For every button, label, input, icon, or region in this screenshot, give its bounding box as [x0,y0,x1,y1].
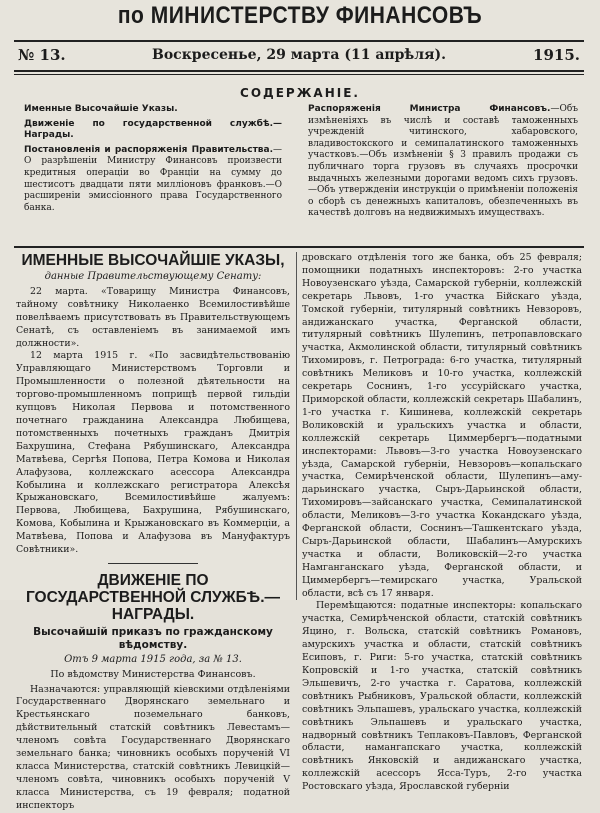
section-subheading: данные Правительствующему Сенату: [44,271,262,282]
contents-rule [14,246,584,248]
section-heading-service: ДВИЖЕНІЕ ПО ГОСУДАРСТВЕННОЙ СЛУЖБѢ.—НАГРАДЫ. [25,571,281,623]
section-heading-decrees: ИМЕННЫЕ ВЫСОЧАЙШІЕ УКАЗЫ, [21,252,285,269]
contents-entry-title: Движеніе по государственной службѣ.—Награды. [24,118,282,141]
contents-entry-text: — О разрѣшеніи Министру Финансовъ произвести кредитныя операціи во Франціи на сумму до шестисотъ двадцати пяти милліоновъ франковъ.—О расширеніи эмиссіонного права Государственного банка. [24,144,282,213]
issue-number: № 13. [18,46,66,64]
contents-title: СОДЕРЖАНІЕ. [240,86,360,100]
order-title: Высочайшій приказъ по гражданскому вѣдомству. [33,625,273,651]
issue-rule-upper [14,70,584,72]
contents-entry-title: Именные Высочайшіе Указы. [24,104,178,114]
decree-paragraph: 22 марта. «Товарищу Министра Финансовъ, тайному совѣтнику Николаенко Всемилостивѣйше повелѣваемъ присутствовать въ Правительствующемъ Сенатѣ, съ оставленіемъ въ занимаемой имъ должности». [16,285,290,349]
contents-right [308,104,578,223]
column-divider [296,252,297,600]
department-line: По вѣдомству Министерства Финансовъ. [50,668,256,680]
issue-rule-lower [14,74,584,75]
issue-year: 1915. [533,46,580,64]
contents-entry-title: Распоряженія Министра Финансовъ. [308,104,551,114]
issue-line [14,46,584,68]
masthead [0,0,600,36]
body-paragraph: дровскаго отдѣленія того же банка, объ 25 февраля; помощники податныхъ инспекторовъ: 2-го участка Новоузенскаго уѣзда, Самарской губерніи, коллежскій секретарь Львовъ, 1-го участка Бійскаго уѣзда, Томской губерніи, титулярный совѣтникъ Невзоровъ, андижанскаго участка, Ферганской области, титулярный совѣтникъ Шулепинъ, петропавловскаго участка, Акмолинской области, титулярный совѣтникъ Тихомировъ, г. Петрограда: 6-го участка, титулярный совѣтникъ Меликовъ и 10-го участка, коллежскій секретарь Соснинъ, 1-го уссурійскаго участка, Приморской области, коллежскій секретарь Шабалинъ, 1-го участка г. Кишинева, коллежскій секретарь Воликовскій и уральскихъ участка и области, коллежскій секретарь Циммербергъ—податными инспекторами: Львовъ—3-го участка Новоузенскаго уѣзда, Самарской губерніи, Невзоровъ—копальскаго участка, Семирѣченской области, Шулепинъ—аму-дарьинскаго участка, Сыръ-Дарьинской области, Тихомировъ—зайсанскаго участка, Семипалатинской области, Меликовъ—3-го участка Кокандскаго уѣзда, Ферганской области, Соснинъ—Ташкентскаго уѣзда, Сыръ-Дарьинской области, Шабалинъ—Амурскихъ участка и области, Воликовскій—2-го участка Намганганскаго уѣзда, Ферганской области, и Циммербергъ—темирскаго участка, Уральской области, всѣ съ 17 января. [302,252,582,599]
section-separator [108,563,198,564]
contents-entry-text: —Объ измѣненіяхъ въ числѣ и составѣ таможенныхъ учрежденій читинского, хабаровского, владивостокского и семипалатинского таможенныхъ участковъ.—Объ измѣненіи § 3 правилъ продажи съ публичнаго торга грузовъ въ случаяхъ просрочки выдачныхъ железными дорогами ведомъ сихъ грузовъ.—Объ утвержденіи инструкціи о примѣненіи положенія о сборѣ съ денежныхъ капиталовъ, обезпеченныхъ въ качествѣ долговъ на недвижимыхъ имуществахъ. [308,104,578,219]
order-date: Отъ 9 марта 1915 года, за № 13. [64,653,242,665]
contents-left [24,104,282,217]
top-rule [14,40,584,42]
contents-entry [24,119,282,142]
masthead-title: по МИНИСТЕРСТВУ ФИНАНСОВЪ [117,2,483,29]
issue-date: Воскресенье, 29 марта (11 апрѣля). [152,47,446,63]
decree-paragraph: 12 марта 1915 г. «По засвидѣтельствованію Управляющаго Министерствомъ Торговли и Промышленности о полезной дѣятельности на торгово-промышленномъ поприщѣ первой гильдіи купцовъ Николая Первова и потомственного почетнаго гражданина Александра Любищева, потомственныхъ почетныхъ гражданъ Дмитрія Бахрушина, Стефана Рябушинскаго, Александра Матвѣева, Сергѣя Попова, Петра Комова и Николая Алафузова, коллежскаго асессора Александра Кобылина и коллежскаго регистратора Алексѣя Крыжановскаго, Всемилостивѣйше жалуемъ: Первова, Любищева, Бахрушина, Рябушинскаго, Комова, Кобылина и Крыжановскаго въ Коммерціи, а Матвѣева, Попова и Алафузова въ Мануфактуръ Совѣтники». [16,350,290,556]
contents-entry-title: Постановленія и распоряженія Правительства. [24,144,273,155]
left-column [16,252,290,813]
contents-entry [24,104,282,116]
right-column [302,252,582,794]
appointments-paragraph: Назначаются: управляющій кіевскими отдѣленіями Государственнаго Дворянскаго земельнаго и Крестьянскаго поземельнаго банковъ, дѣйствительный статскій совѣтникъ Левестамъ—членомъ совѣта Государственнаго Дворянскаго земельнаго банка; чиновникъ особыхъ порученій VI класса Министерства, статскій совѣтникъ Левицкій—членомъ совѣта, чиновникъ особыхъ порученій V класса Министерства, съ 19 февраля; податной инспекторъ [16,683,290,811]
contents-entry [308,104,578,220]
body-paragraph: Перемѣщаются: податные инспекторы: копальскаго участка, Семирѣченской области, статскій совѣтникъ Яцино, г. Вольска, статскій совѣтникъ Романовъ, амурскихъ участка и области, статскій совѣтникъ Есиповъ, г. Риги: 5-го участка, статскій совѣтникъ Копровскій и 1-го участка, статскій совѣтникъ Эльшевичъ, 2-го участка г. Саратова, коллежскій совѣтникъ Рыбниковъ, Уральской области, коллежскій совѣтникъ Эльпашевъ, уральскаго участка, коллежскій совѣтникъ Эльпашевъ и уральскаго участка, надворный совѣтникъ Теплаковъ-Павловъ, Ферганской области, намангапскаго участка, коллежскій совѣтникъ Янковскій и андижанскаго участка, коллежскій асессоръ Ясса-Туръ, 2-го участка Ростовскаго уѣзда, Ярославской губерніи [302,600,582,793]
contents-entry [24,145,282,215]
